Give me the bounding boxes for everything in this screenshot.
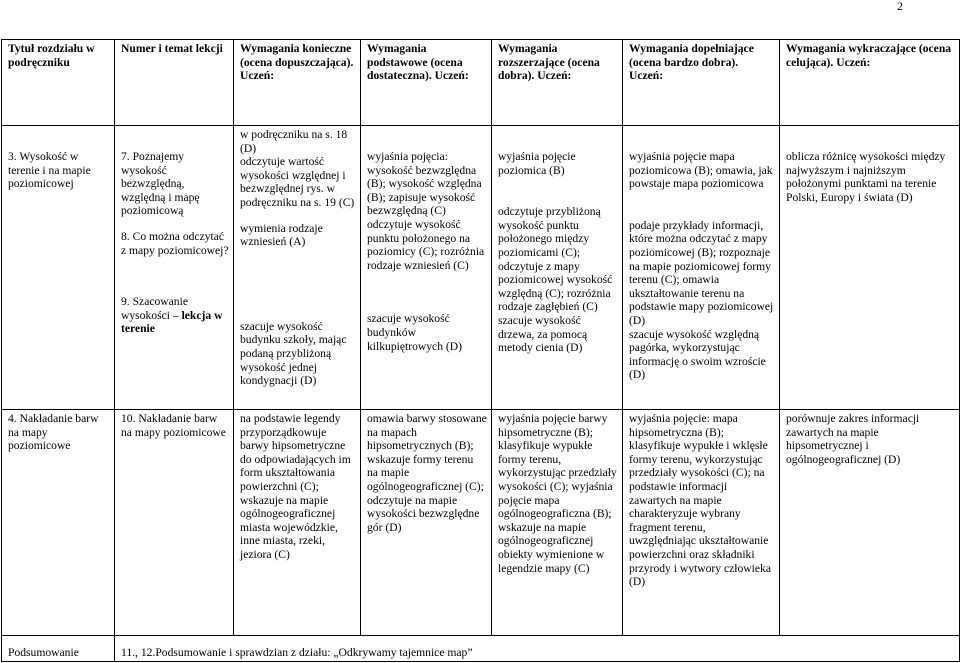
header-row	[2, 40, 960, 126]
konieczne-cell	[234, 126, 361, 410]
konieczne-d: szacuje wysokość budynku szkoły, mając podaną przybliżoną wysokość jednej kondygnacji (D)	[240, 319, 347, 388]
dopelniajace-cell	[623, 410, 780, 636]
lesson-10: 10. Nakładanie barw na mapy poziomicowe	[121, 412, 226, 439]
konieczne-a: w podręczniku na s. 18 (D)	[240, 128, 348, 155]
rozszerzajace-a: wyjaśnia pojęcie poziomica (B)	[498, 150, 576, 177]
page-number: 2	[897, 0, 903, 13]
dopelniajace-b: podaje przykłady informacji, które można odczytać z mapy poziomicowej (B); rozpoznaje na mapie poziomicowej formy terenu (C); omawia ukształtowanie terenu na podstawie mapy poziomicowej (D)	[629, 218, 774, 327]
lesson-cell	[115, 410, 234, 636]
footer-row	[2, 636, 960, 662]
table-row	[2, 410, 960, 636]
podstawowe-b: odczytuje wysokość punktu położonego na poziomicy (C); rozróżnia rodzaje wzniesień (C)	[367, 217, 485, 272]
podstawowe-a: wyjaśnia pojęcia: wysokość bezwzględna (B); wysokość względna (B); zapisuje wysokość bezwzględną (C)	[367, 150, 482, 218]
dopelniajace-c: szacuje wysokość względną pagórka, wykorzystując informację o swoim wzroście (D)	[629, 327, 766, 382]
header-lesson-topic: Numer i temat lekcji	[115, 40, 234, 126]
podstawowe-d: omawia barwy stosowane na mapach hipsometrycznych (B); wskazuje formy terenu na mapie ogólnogeograficznej (C); odczytuje na mapie wysokości bezwzględne gór (D)	[367, 412, 487, 534]
rozszerzajace-d: wyjaśnia pojęcie barwy hipsometryczne (B); klasyfikuje wypukłe formy terenu, wykorzystując przedziały wysokości (C); wyjaśnia pojęcie mapa ogólnogeograficzna (B); wskazuje na mapie ogólnogeograficznej obiekty wymienione w legendzie mapy (C)	[498, 412, 617, 575]
lesson-9	[121, 295, 229, 336]
konieczne-b: odczytuje wartość wysokości względnej i bezwzględnej rys. w podręczniku na s. 19 (C)	[240, 155, 355, 209]
podstawowe-cell	[361, 410, 492, 636]
header-podstawowe: Wymagania podstawowe (ocena dostateczna). Uczeń:	[361, 40, 492, 126]
wykraczajace-a: oblicza różnicę wysokości między najwyższym i najniższym położonymi punktami na terenie Polski, Europy i świata (D)	[786, 150, 946, 204]
konieczne-cell	[234, 410, 361, 636]
requirements-table	[1, 39, 960, 662]
rozszerzajace-c: szacuje wysokość drzewa, za pomocą metody cienia (D)	[498, 313, 588, 355]
dopelniajace-a: wyjaśnia pojęcie mapa poziomicowa (B); omawia, jak powstaje mapa poziomicowa	[629, 150, 773, 191]
table-row	[2, 126, 960, 410]
lesson-7: 7. Poznajemy wysokość bezwzględną, względną i mapę poziomicową	[121, 150, 200, 218]
lesson-9-bold: lekcja w terenie	[121, 308, 223, 336]
wykraczajace-b: porównuje zakres informacji zawartych na mapie hipsometrycznej i ogólnogeograficznej (D)	[786, 412, 920, 466]
rozszerzajace-b: odczytuje przybliżoną wysokość punktu położonego między poziomicami (C); odczytuje z mapy poziomicowej wysokość względną (C); rozróżnia rodzaje zagłębień (C)	[498, 205, 613, 314]
header-dopelniajace: Wymagania dopełniające (ocena bardzo dobra). Uczeń:	[623, 40, 780, 126]
podstawowe-c: szacuje wysokość budynków kilkupiętrowych (D)	[367, 312, 462, 353]
dopelniajace-cell	[623, 126, 780, 410]
header-chapter-title: Tytuł rozdziału w podręczniku	[2, 40, 115, 126]
footer-label: Podsumowanie	[2, 636, 115, 662]
chapter-cell-3	[2, 126, 115, 410]
podstawowe-cell	[361, 126, 492, 410]
footer-text: 11., 12.Podsumowanie i sprawdzian z działu: „Odkrywamy tajemnice map”	[115, 636, 960, 662]
lesson-8: 8. Co można odczytać z mapy poziomicowej?	[121, 229, 229, 257]
header-konieczne: Wymagania konieczne (ocena dopuszczająca). Uczeń:	[234, 40, 361, 126]
header-rozszerzajace: Wymagania rozszerzające (ocena dobra). Uczeń:	[492, 40, 623, 126]
lesson-9-prefix: 9. Szacowanie wysokości –	[121, 295, 188, 322]
wykraczajace-cell	[780, 410, 960, 636]
lesson-cell	[115, 126, 234, 410]
konieczne-e: na podstawie legendy przyporządkowuje barwy hipsometryczne do odpowiadających im form ukształtowania powierzchni (C); wskazuje na mapie ogólnogeograficznej miasta wojewódzkie, inne miasta, rzeki, jeziora (C)	[240, 412, 351, 561]
header-wykraczajace: Wymagania wykraczające (ocena celująca). Uczeń:	[780, 40, 960, 126]
rozszerzajace-cell	[492, 126, 623, 410]
chapter-cell-4	[2, 410, 115, 636]
chapter-title: 3. Wysokość w terenie i na mapie poziomicowej	[8, 150, 91, 191]
dopelniajace-d: wyjaśnia pojęcie: mapa hipsometryczna (B); klasyfikuje wypukłe i wklęsłe formy terenu, wykorzystując przedziały wysokości (C); na podstawie informacji zawartych na mapie charakteryzuje wybrany fragment terenu, uwzględniając ukształtowanie powierzchni oraz składniki przyrody i wytwory człowieka (D)	[629, 412, 771, 589]
rozszerzajace-cell	[492, 410, 623, 636]
konieczne-c: wymienia rodzaje wzniesień (A)	[240, 221, 323, 249]
chapter-title: 4. Nakładanie barw na mapy poziomicowe	[8, 412, 99, 453]
wykraczajace-cell	[780, 126, 960, 410]
